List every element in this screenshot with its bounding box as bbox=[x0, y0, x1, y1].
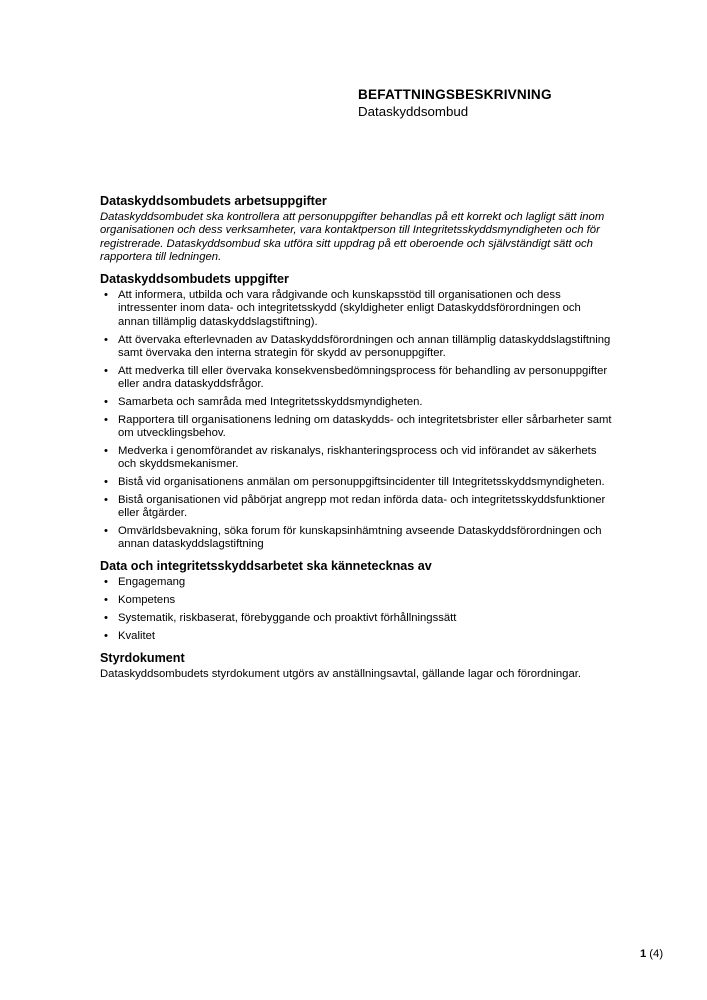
list-item: • Systematik, riskbaserat, förebyggande och proaktivt förhållningssätt bbox=[100, 612, 613, 625]
section-styrdokument bbox=[100, 651, 613, 681]
document-body bbox=[100, 194, 613, 681]
section-heading-arbetsuppgifter: Dataskyddsombudets arbetsuppgifter bbox=[100, 194, 327, 208]
section-arbetsuppgifter bbox=[100, 194, 613, 264]
list-item: • Kvalitet bbox=[100, 630, 613, 643]
bullet-list-kannetecknas bbox=[100, 576, 613, 643]
section-paragraph-arbetsuppgifter: Dataskyddsombudet ska kontrollera att personuppgifter behandlas på ett korrekt och lagligt sätt inom organisationen och dess verksamheter, vara kontaktperson till Integritetsskyddsmyndigheten och för registrerade. Dataskyddsombud ska utföra sitt uppdrag på ett oberoende och självständigt sätt och rapportera till ledningen. bbox=[100, 211, 605, 263]
list-item: • Att informera, utbilda och vara rådgivande och kunskapsstöd till organisationen och dess intressenter inom data- och integritetsskydd (skyldigheter enligt Dataskyddsförordningen och annan tillämplig dataskyddslagstiftning). bbox=[100, 289, 613, 329]
section-uppgifter bbox=[100, 272, 613, 551]
document-header bbox=[358, 86, 552, 120]
list-item: • Omvärldsbevakning, söka forum för kunskapsinhämtning avseende Dataskyddsförordningen och annan dataskyddslagstiftning bbox=[100, 525, 613, 552]
list-item: • Att övervaka efterlevnaden av Dataskyddsförordningen och annan tillämplig dataskyddslagstiftning samt övervaka den interna strategin för skydd av personuppgifter. bbox=[100, 334, 613, 361]
document-subtitle: Dataskyddsombud bbox=[358, 104, 469, 119]
list-item: • Medverka i genomförandet av riskanalys, riskhanteringsprocess och vid införandet av säkerhets och skyddsmekanismer. bbox=[100, 445, 613, 472]
section-heading-uppgifter: Dataskyddsombudets uppgifter bbox=[100, 272, 289, 287]
page-number bbox=[640, 948, 663, 961]
section-kannetecknas bbox=[100, 559, 613, 643]
list-item: • Bistå vid organisationens anmälan om personuppgiftsincidenter till Integritetsskyddsmyndigheten. bbox=[100, 476, 613, 489]
list-item: • Kompetens bbox=[100, 594, 613, 607]
section-paragraph-styrdokument: Dataskyddsombudets styrdokument utgörs av anställningsavtal, gällande lagar och förordningar. bbox=[100, 667, 582, 680]
page-number-total: (4) bbox=[649, 948, 664, 960]
bullet-list-uppgifter bbox=[100, 289, 613, 551]
list-item: • Samarbeta och samråda med Integritetsskyddsmyndigheten. bbox=[100, 396, 613, 409]
section-heading-kannetecknas: Data och integritetsskyddsarbetet ska kännetecknas av bbox=[100, 559, 432, 574]
list-item: • Engagemang bbox=[100, 576, 613, 589]
page-number-current: 1 bbox=[640, 948, 647, 960]
list-item: • Att medverka till eller övervaka konsekvensbedömningsprocess för behandling av personuppgifter eller andra dataskyddsfrågor. bbox=[100, 365, 613, 392]
list-item: • Rapportera till organisationens ledning om dataskydds- och integritetsbrister eller sårbarheter samt om utvecklingsbehov. bbox=[100, 414, 613, 441]
section-heading-styrdokument: Styrdokument bbox=[100, 650, 185, 665]
list-item: • Bistå organisationen vid påbörjat angrepp mot redan införda data- och integritetsskyddsfunktioner eller åtgärder. bbox=[100, 494, 613, 521]
document-title: BEFATTNINGSBESKRIVNING bbox=[358, 87, 552, 102]
